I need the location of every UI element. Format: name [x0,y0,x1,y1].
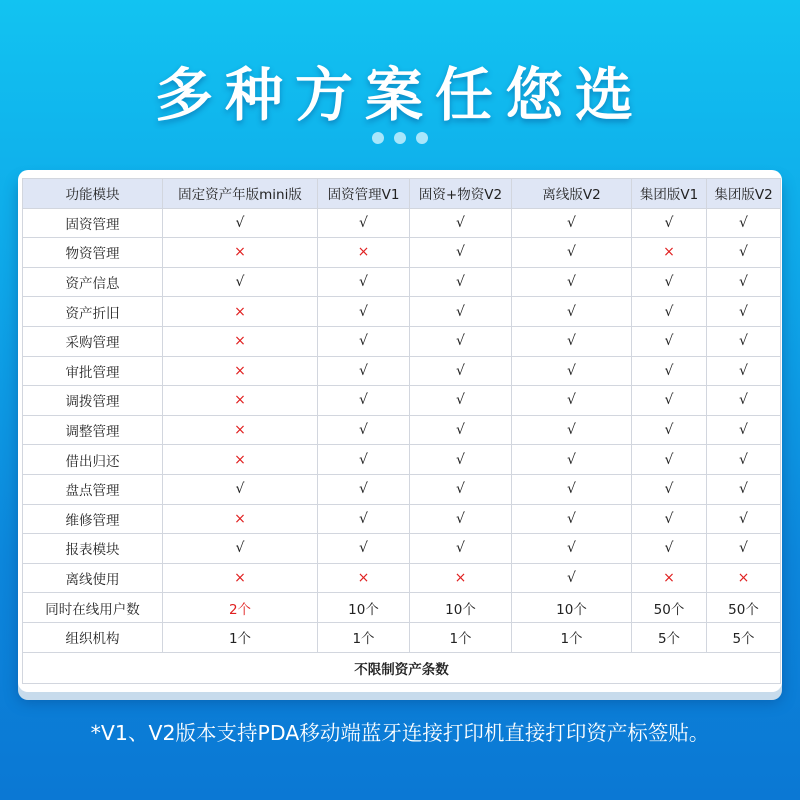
feature-name-cell: 采购管理 [23,326,163,356]
table-row [23,622,781,652]
feature-value-cell: √ [410,267,512,297]
feature-value-cell: √ [410,356,512,386]
feature-value-cell: √ [707,415,781,445]
feature-value-cell: √ [410,297,512,327]
table-footer-row [23,652,781,683]
feature-name-cell: 维修管理 [23,504,163,534]
table-row [23,356,781,386]
feature-value-cell: √ [632,297,707,327]
table-row [23,267,781,297]
dot [416,132,428,144]
feature-value-cell: √ [318,326,410,356]
feature-value-cell: √ [512,415,632,445]
footnote: *V1、V2版本支持PDA移动端蓝牙连接打印机直接打印资产标签贴。 [90,721,710,745]
feature-value-cell: √ [410,386,512,416]
feature-value-cell: √ [707,238,781,268]
feature-value-cell: √ [512,208,632,238]
feature-value-cell: √ [318,504,410,534]
feature-value-cell: 10个 [512,593,632,623]
footer-note: 不限制资产条数 [23,652,781,683]
feature-value-cell: √ [707,386,781,416]
feature-value-cell: √ [163,208,318,238]
feature-value-cell: √ [163,267,318,297]
feature-value-cell: √ [707,504,781,534]
feature-value-cell: × [163,563,318,593]
feature-value-cell: √ [410,326,512,356]
feature-value-cell: √ [318,297,410,327]
feature-value-cell: √ [707,326,781,356]
feature-value-cell: 1个 [318,622,410,652]
table-row [23,326,781,356]
feature-value-cell: √ [318,386,410,416]
feature-value-cell: × [632,238,707,268]
feature-value-cell: √ [512,474,632,504]
feature-value-cell: √ [318,474,410,504]
feature-value-cell: √ [707,445,781,475]
feature-name-cell: 资产折旧 [23,297,163,327]
header-cell: 集团版V1 [632,179,707,209]
header-cell: 功能模块 [23,179,163,209]
feature-value-cell: √ [512,504,632,534]
feature-value-cell: × [163,356,318,386]
feature-value-cell: 50个 [707,593,781,623]
feature-value-cell: √ [410,238,512,268]
feature-value-cell: × [163,504,318,534]
feature-value-cell: √ [512,297,632,327]
feature-name-cell: 审批管理 [23,356,163,386]
table-body [23,208,781,652]
feature-value-cell: × [163,386,318,416]
feature-value-cell: √ [318,534,410,564]
comparison-card [18,170,782,692]
feature-value-cell: √ [632,356,707,386]
feature-value-cell: √ [318,356,410,386]
feature-value-cell: √ [512,238,632,268]
table-row [23,386,781,416]
feature-value-cell: √ [410,445,512,475]
dot [372,132,384,144]
table-row [23,474,781,504]
feature-value-cell: 2个 [163,593,318,623]
feature-value-cell: × [163,297,318,327]
feature-comparison-table [22,178,781,684]
table-row [23,563,781,593]
feature-name-cell: 借出归还 [23,445,163,475]
feature-value-cell: 1个 [512,622,632,652]
feature-name-cell: 物资管理 [23,238,163,268]
feature-value-cell: √ [318,445,410,475]
feature-value-cell: √ [632,326,707,356]
header-cell: 集团版V2 [707,179,781,209]
feature-value-cell: × [163,238,318,268]
feature-value-cell: × [318,238,410,268]
feature-value-cell: √ [318,267,410,297]
feature-value-cell: √ [512,356,632,386]
feature-name-cell: 报表模块 [23,534,163,564]
header-cell: 固定资产年版mini版 [163,179,318,209]
feature-value-cell: √ [632,445,707,475]
feature-name-cell: 调整管理 [23,415,163,445]
feature-value-cell: × [163,445,318,475]
feature-value-cell: × [632,563,707,593]
feature-value-cell: √ [632,504,707,534]
feature-name-cell: 离线使用 [23,563,163,593]
header-cell: 固资管理V1 [318,179,410,209]
feature-value-cell: 5个 [632,622,707,652]
feature-value-cell: √ [707,297,781,327]
feature-value-cell: √ [512,326,632,356]
feature-value-cell: √ [512,445,632,475]
feature-value-cell: √ [632,208,707,238]
feature-value-cell: 1个 [410,622,512,652]
feature-value-cell: √ [707,208,781,238]
feature-value-cell: √ [632,534,707,564]
table-row [23,208,781,238]
feature-value-cell: √ [707,267,781,297]
feature-value-cell: × [410,563,512,593]
feature-value-cell: 5个 [707,622,781,652]
feature-name-cell: 调拨管理 [23,386,163,416]
feature-value-cell: 10个 [410,593,512,623]
table-row [23,534,781,564]
table-header-row [23,179,781,209]
feature-value-cell: √ [632,415,707,445]
feature-value-cell: √ [410,504,512,534]
table-row [23,593,781,623]
feature-name-cell: 固资管理 [23,208,163,238]
feature-value-cell: √ [410,474,512,504]
page-title: 多种方案任您选 [154,61,645,129]
table-row [23,504,781,534]
table-row [23,445,781,475]
feature-name-cell: 盘点管理 [23,474,163,504]
feature-value-cell: √ [512,386,632,416]
feature-name-cell: 同时在线用户数 [23,593,163,623]
feature-value-cell: √ [512,563,632,593]
feature-value-cell: × [707,563,781,593]
feature-value-cell: 1个 [163,622,318,652]
feature-value-cell: √ [163,474,318,504]
feature-value-cell: √ [410,415,512,445]
feature-value-cell: √ [410,534,512,564]
feature-value-cell: √ [632,267,707,297]
table-row [23,297,781,327]
feature-value-cell: √ [512,267,632,297]
feature-value-cell: √ [318,208,410,238]
feature-value-cell: √ [707,534,781,564]
feature-value-cell: 10个 [318,593,410,623]
feature-value-cell: √ [318,415,410,445]
feature-value-cell: × [318,563,410,593]
table-row [23,415,781,445]
header-cell: 离线版V2 [512,179,632,209]
feature-value-cell: √ [632,386,707,416]
feature-value-cell: × [163,326,318,356]
feature-value-cell: × [163,415,318,445]
feature-value-cell: √ [410,208,512,238]
feature-value-cell: √ [707,356,781,386]
decorative-dots [372,132,428,144]
feature-value-cell: 50个 [632,593,707,623]
feature-value-cell: √ [632,474,707,504]
feature-value-cell: √ [707,474,781,504]
feature-name-cell: 组织机构 [23,622,163,652]
feature-name-cell: 资产信息 [23,267,163,297]
feature-value-cell: √ [512,534,632,564]
header-cell: 固资+物资V2 [410,179,512,209]
feature-value-cell: √ [163,534,318,564]
dot [394,132,406,144]
table-row [23,238,781,268]
